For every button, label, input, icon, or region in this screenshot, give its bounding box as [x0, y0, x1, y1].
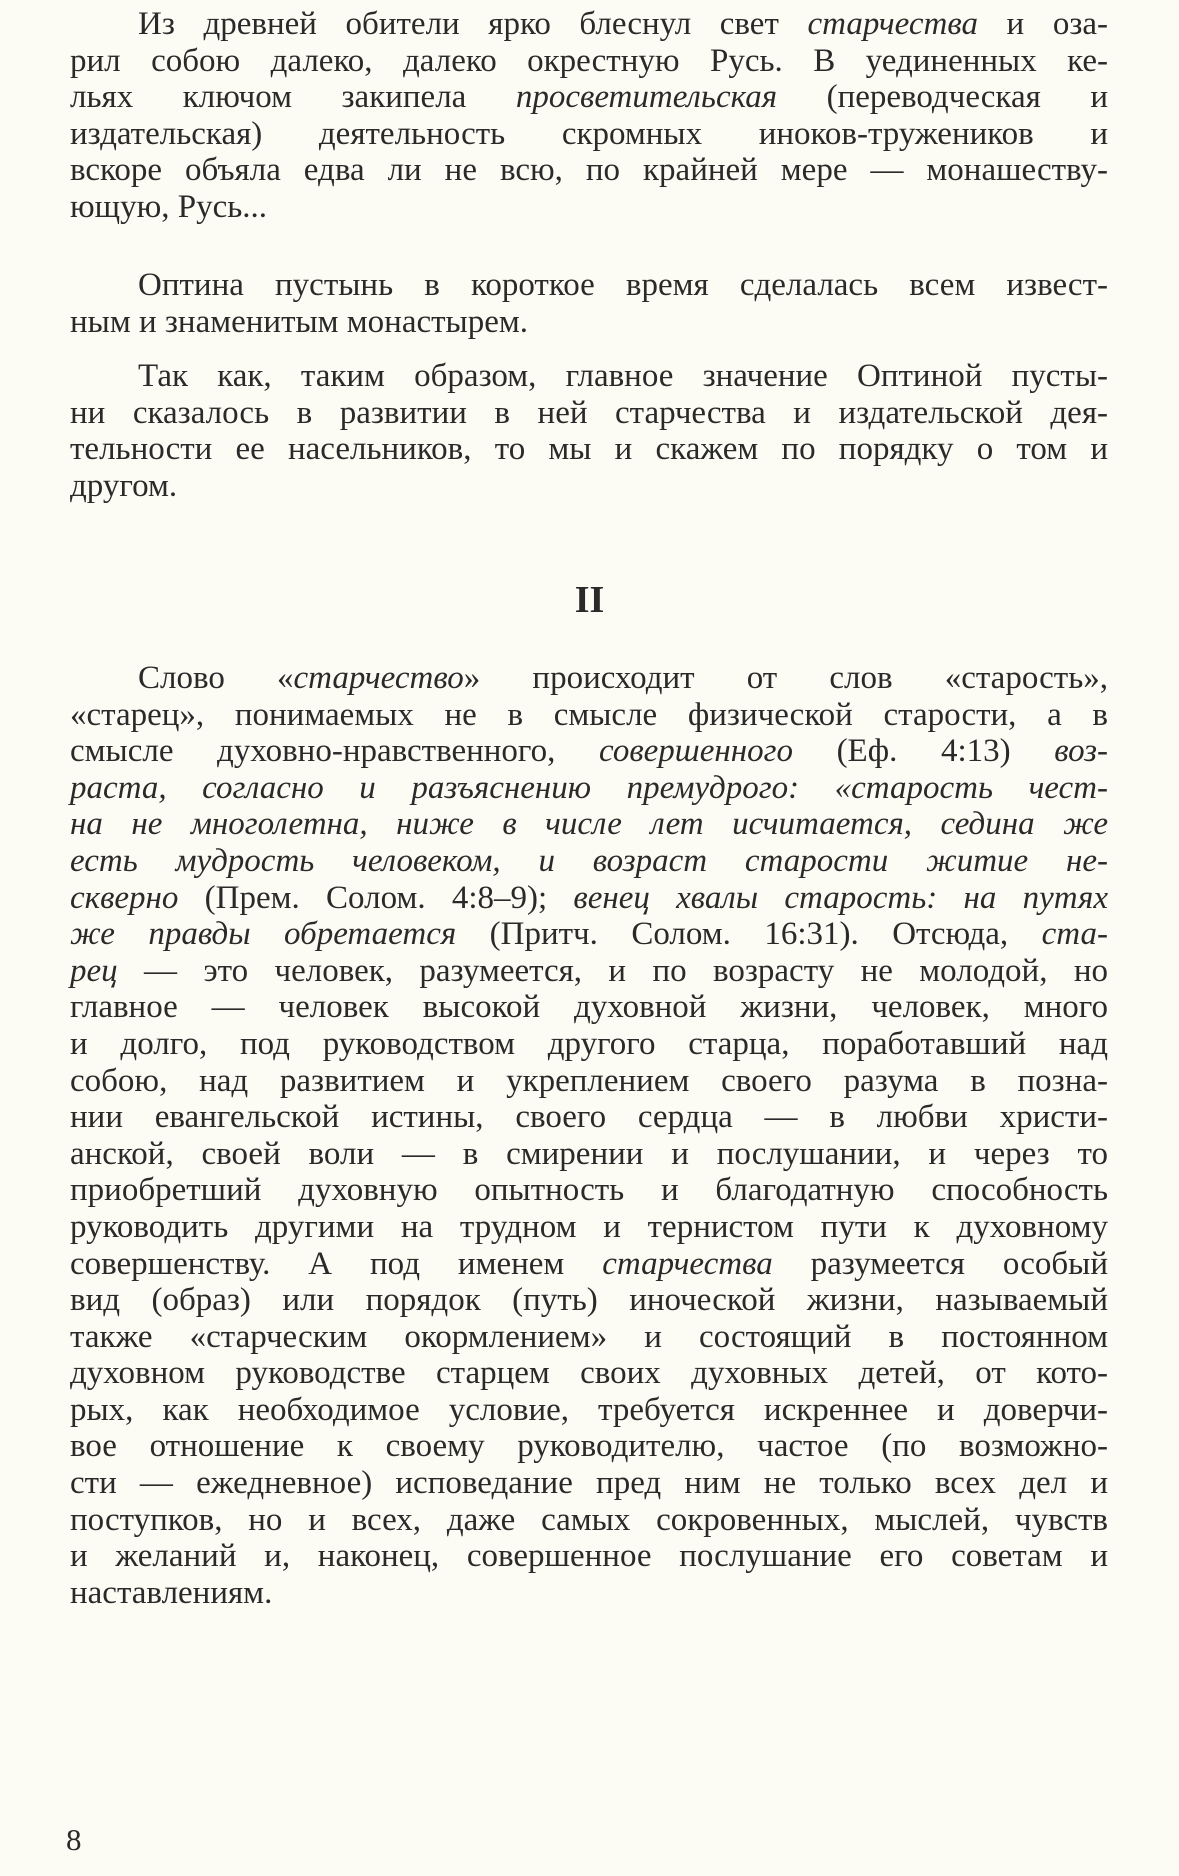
text-line — [70, 1319, 1108, 1356]
section-heading: II — [574, 579, 605, 621]
text-segment: (Прем. Солом. 4:8–9); — [178, 879, 574, 916]
text-segment: рых, как необходимое условие, требуется искреннее и доверчи- — [70, 1391, 1108, 1428]
text-segment: ни сказалось в развитии в ней старчества и издательской дея- — [70, 394, 1108, 431]
text-segment: совершенству. А под именем — [70, 1245, 603, 1282]
text-line — [70, 770, 1108, 807]
italic-text: воз- — [1054, 733, 1109, 770]
italic-text: же правды обретается — [70, 916, 457, 953]
text-segment: ным и знаменитым монастырем. — [70, 303, 529, 340]
text-line — [70, 6, 1108, 43]
text-line — [70, 1575, 1108, 1612]
text-line — [70, 880, 1108, 917]
text-line — [70, 43, 1108, 80]
text-segment: рил собою далеко, далеко окрестную Русь. В уединенных ке- — [70, 42, 1108, 79]
text-segment: Оптина пустынь в короткое время сделалась всем извест- — [138, 267, 1108, 303]
italic-text: скверно — [70, 879, 179, 916]
text-line — [70, 395, 1108, 432]
text-segment: наставлениям. — [70, 1574, 273, 1611]
text-segment: Так как, таким образом, главное значение Оптиной пусты- — [138, 358, 1108, 394]
text-line — [70, 1538, 1108, 1575]
text-line — [70, 1282, 1108, 1319]
text-segment: анской, своей воли — в смирении и послушании, и через то — [70, 1135, 1108, 1172]
text-line — [70, 1136, 1108, 1173]
text-segment: вид (образ) или порядок (путь) иноческой жизни, называемый — [70, 1282, 1108, 1319]
text-line — [70, 697, 1108, 734]
text-segment: и долго, под руководством другого старца, поработавший над — [70, 1025, 1108, 1062]
text-segment: вое отношение к своему руководителю, частое (по возможно- — [70, 1428, 1108, 1465]
italic-text: рец — [70, 952, 118, 989]
text-line — [70, 953, 1108, 990]
text-line — [70, 152, 1108, 189]
text-segment: поступков, но и всех, даже самых сокровенных, мыслей, чувств — [70, 1501, 1108, 1538]
text-segment: другом. — [70, 467, 178, 504]
text-line — [70, 1026, 1108, 1063]
text-segment: смысле духовно-нравственного, — [70, 733, 599, 770]
paragraph-4 — [70, 660, 1108, 1611]
text-segment: собою, над развитием и укреплением своего разума в позна- — [70, 1062, 1108, 1099]
italic-text: совершенного — [599, 733, 793, 770]
text-line — [70, 1428, 1108, 1465]
text-line — [70, 79, 1108, 116]
text-segment: руководить другими на трудном и тернистом пути к духовному — [70, 1208, 1108, 1245]
text-line — [70, 1355, 1108, 1392]
text-segment: вскоре объяла едва ли не всю, по крайней мере — монашеству- — [70, 152, 1108, 189]
text-segment: и желаний и, наконец, совершенное послушание его советам и — [70, 1538, 1108, 1575]
text-segment: ющую, Русь... — [70, 188, 268, 225]
text-line — [70, 304, 1108, 341]
paragraph-1 — [70, 6, 1108, 226]
text-segment: духовном руководстве старцем своих духовных детей, от кото- — [70, 1355, 1108, 1392]
italic-text: старчество — [293, 660, 464, 696]
text-line — [70, 733, 1108, 770]
italic-text: просветительская — [515, 79, 778, 116]
text-segment: и оза- — [977, 6, 1108, 42]
page-number: 8 — [66, 1822, 82, 1857]
text-line — [70, 806, 1108, 843]
text-segment: (переводческая и — [777, 79, 1108, 116]
text-line — [70, 989, 1108, 1026]
text-segment: также «старческим окормлением» и состоящий в постоянном — [70, 1318, 1108, 1355]
text-segment: » происходит от слов «старость», — [463, 660, 1109, 696]
italic-text: старчества — [807, 6, 978, 42]
text-segment: разумеется особый — [772, 1245, 1108, 1282]
text-segment: тельности ее насельников, то мы и скажем по порядку о том и — [70, 431, 1108, 468]
text-line — [70, 916, 1108, 953]
text-segment: главное — человек высокой духовной жизни, человек, много — [70, 989, 1108, 1026]
text-line — [70, 189, 1108, 226]
text-segment: — это человек, разумеется, и по возрасту не молодой, но — [117, 952, 1108, 989]
paragraph-2 — [70, 267, 1108, 340]
text-segment: Из древней обители ярко блеснул свет — [138, 6, 808, 42]
text-line — [70, 1063, 1108, 1100]
text-segment: льях ключом закипела — [70, 79, 516, 116]
italic-text: старчества — [602, 1245, 773, 1282]
text-line — [70, 1099, 1108, 1136]
italic-text: ста- — [1041, 916, 1108, 953]
text-line — [70, 358, 1108, 395]
italic-text: на не многолетна, ниже в числе лет исчитается, седина же — [70, 806, 1108, 843]
text-segment: сти — ежедневное) исповедание пред ним не только всех дел и — [70, 1465, 1108, 1502]
paragraph-3 — [70, 358, 1108, 504]
text-segment: приобретший духовную опытность и благодатную способность — [70, 1172, 1108, 1209]
text-line — [70, 116, 1108, 153]
italic-text: раста, согласно и разъяснению премудрого: «старость чест- — [70, 769, 1108, 806]
text-segment: издательская) деятельность скромных иноков-тружеников и — [70, 115, 1108, 152]
text-line — [70, 267, 1108, 304]
text-line — [70, 1246, 1108, 1283]
text-segment: (Еф. 4:13) — [792, 733, 1055, 770]
text-line — [70, 1465, 1108, 1502]
text-segment: нии евангельской истины, своего сердца — в любви христи- — [70, 1099, 1108, 1136]
italic-text: есть мудрость человеком, и возраст старости житие не- — [70, 842, 1108, 879]
text-line — [70, 431, 1108, 468]
text-segment: Слово « — [138, 660, 294, 696]
text-line — [70, 1502, 1108, 1539]
text-line — [70, 1392, 1108, 1429]
text-line — [70, 843, 1108, 880]
text-line — [70, 468, 1108, 505]
text-segment: «старец», понимаемых не в смысле физической старости, а в — [70, 696, 1108, 733]
italic-text: венец хвалы старость: на путях — [573, 879, 1108, 916]
text-line — [70, 1172, 1108, 1209]
text-line — [70, 1209, 1108, 1246]
text-line — [70, 660, 1108, 697]
text-segment: (Притч. Солом. 16:31). Отсюда, — [456, 916, 1042, 953]
